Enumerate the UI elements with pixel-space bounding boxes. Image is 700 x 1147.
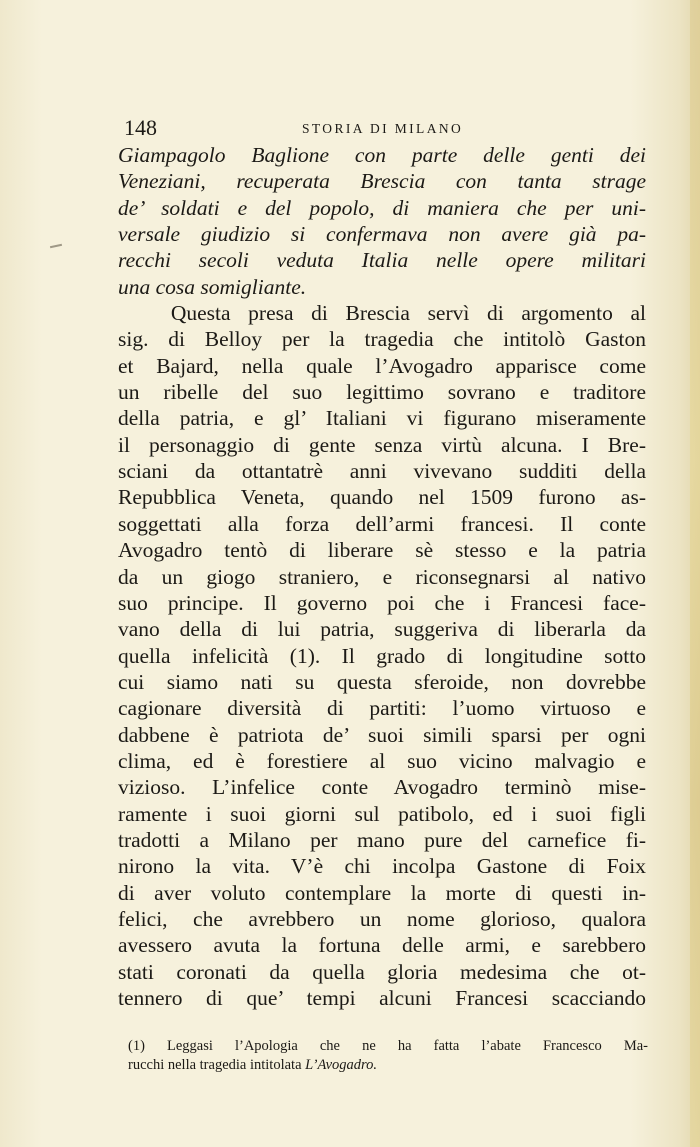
text-line: sig. di Belloy per la tragedia che intitolò Gaston: [118, 327, 646, 352]
text-line: quella infelicità (1). Il grado di longitudine sotto: [118, 643, 646, 668]
text-line: et Bajard, nella quale l’Avogadro apparisce come: [118, 353, 646, 378]
text-line: da un giogo straniero, e riconsegnarsi al nativo: [118, 564, 646, 589]
text-line: tradotti a Milano per mano pure del carnefice fi-: [118, 827, 646, 852]
text-line: ramente i suoi giorni sul patibolo, ed i suoi figli: [118, 801, 646, 826]
text-line: tennero di que’ tempi alcuni Francesi scacciando: [118, 986, 646, 1010]
footnote-line: [128, 1056, 648, 1075]
running-title: STORIA DI MILANO: [302, 121, 464, 136]
text-line: Questa presa di Brescia servì di argomento al: [118, 301, 646, 326]
footnote-line: (1) Leggasi l’Apologia che ne ha fatta l’abate Francesco Ma-: [128, 1038, 648, 1054]
text-line: recchi secoli veduta Italia nelle opere militari: [118, 248, 646, 273]
text-line: dabbene è patriota de’ suoi simili sparsi per ogni: [118, 722, 646, 747]
page-header: [124, 116, 580, 140]
text-line: Veneziani, recuperata Brescia con tanta strage: [118, 169, 646, 194]
text-line: il personaggio di gente senza virtù alcuna. I Bre-: [118, 432, 646, 457]
text-line: Repubblica Veneta, quando nel 1509 furono as-: [118, 485, 646, 510]
text-line: felici, che avrebbero un nome glorioso, qualora: [118, 906, 646, 931]
text-line: soggettati alla forza dell’armi francesi. Il conte: [118, 511, 646, 536]
text-line: un ribelle del suo legittimo sovrano e traditore: [118, 380, 646, 405]
body-text: [118, 142, 646, 1011]
text-line: de’ soldati e del popolo, di maniera che per uni-: [118, 195, 646, 220]
text-line: Giampagolo Baglione con parte delle genti dei: [118, 143, 646, 167]
text-line: nirono la vita. V’è chi incolpa Gastone di Foix: [118, 854, 646, 879]
text-line: clima, ed è forestiere al suo vicino malvagio e: [118, 748, 646, 773]
text-line: stati coronati da quella gloria medesima che ot-: [118, 959, 646, 984]
footnote: [128, 1037, 648, 1075]
text-line: vano della di lui patria, suggeriva di liberarla da: [118, 617, 646, 642]
text-line: avessero avuta la fortuna delle armi, e sarebbero: [118, 933, 646, 958]
text-line: cagionare diversità di partiti: l’uomo virtuoso e: [118, 696, 646, 721]
page-number: 148: [124, 115, 157, 140]
footnote-work-title: L’Avogadro.: [305, 1057, 377, 1073]
text-line: suo principe. Il governo poi che i Francesi face-: [118, 590, 646, 615]
text-line: di aver voluto contemplare la morte di questi in-: [118, 880, 646, 905]
text-line: della patria, e gl’ Italiani vi figurano miseramente: [118, 406, 646, 431]
page-edge: [690, 0, 700, 1147]
text-line: versale giudizio si confermava non avere già pa-: [118, 222, 646, 247]
text-line: Avogadro tentò di liberare sè stesso e la patria: [118, 538, 646, 563]
text-line: una cosa somigliante.: [118, 274, 307, 299]
footnote-text: rucchi nella tragedia intitolata: [128, 1057, 306, 1073]
margin-mark: [50, 244, 62, 248]
text-line: cui siamo nati su questa sferoide, non dovrebbe: [118, 669, 646, 694]
text-line: vizioso. L’infelice conte Avogadro terminò mise-: [118, 775, 646, 800]
text-line: sciani da ottantatrè anni vivevano sudditi della: [118, 459, 646, 484]
